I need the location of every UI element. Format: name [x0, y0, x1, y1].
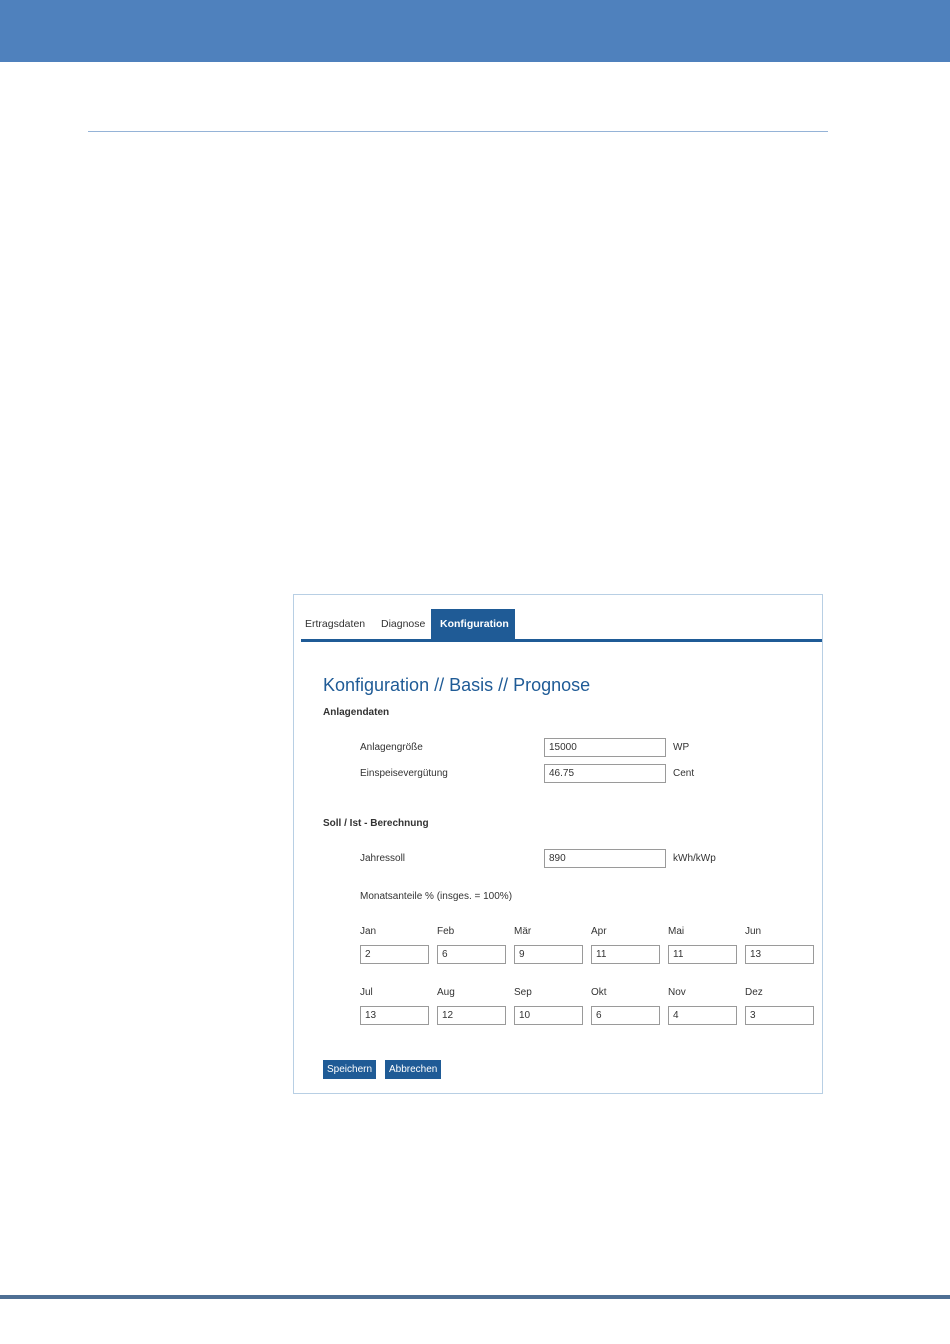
- jahressoll-unit: kWh/kWp: [673, 853, 716, 864]
- cancel-button[interactable]: Abbrechen: [385, 1060, 441, 1079]
- month-label-sep: Sep: [514, 987, 532, 998]
- anlagengroesse-unit: WP: [673, 742, 690, 753]
- einspeiseverguetung-input[interactable]: [544, 764, 666, 783]
- month-input-feb[interactable]: [437, 945, 506, 964]
- month-input-apr[interactable]: [591, 945, 660, 964]
- month-input-mai[interactable]: [668, 945, 737, 964]
- footer-rule: [0, 1295, 950, 1299]
- month-input-maer[interactable]: [514, 945, 583, 964]
- month-label-jan: Jan: [360, 926, 377, 937]
- month-input-jan[interactable]: [360, 945, 429, 964]
- anlagengroesse-label: Anlagengröße: [360, 742, 423, 753]
- configuration-screenshot-panel: [293, 594, 823, 1094]
- month-label-mai: Mai: [668, 926, 685, 937]
- month-label-nov: Nov: [668, 987, 686, 998]
- tab-ertragsdaten[interactable]: Ertragsdaten: [305, 618, 366, 630]
- anlagengroesse-input[interactable]: [544, 738, 666, 757]
- month-label-dez: Dez: [745, 987, 763, 998]
- month-label-aug: Aug: [437, 987, 455, 998]
- month-label-feb: Feb: [437, 926, 455, 937]
- month-input-nov[interactable]: [668, 1006, 737, 1025]
- tab-diagnose[interactable]: Diagnose: [381, 618, 426, 630]
- einspeiseverguetung-unit: Cent: [673, 768, 695, 779]
- section-anlagendaten-heading: Anlagendaten: [323, 707, 390, 718]
- month-label-jun: Jun: [745, 926, 762, 937]
- monatsanteile-label: Monatsanteile % (insges. = 100%): [360, 891, 513, 902]
- month-label-jul: Jul: [360, 987, 373, 998]
- jahressoll-input[interactable]: [544, 849, 666, 868]
- jahressoll-label: Jahressoll: [360, 853, 406, 864]
- month-label-maer: Mär: [514, 926, 532, 937]
- month-input-sep[interactable]: [514, 1006, 583, 1025]
- month-input-jul[interactable]: [360, 1006, 429, 1025]
- header-divider: [88, 131, 828, 132]
- month-label-apr: Apr: [591, 926, 607, 937]
- einspeiseverguetung-label: Einspeisevergütung: [360, 768, 448, 779]
- top-banner: [0, 0, 950, 62]
- page-title: Konfiguration // Basis // Prognose: [323, 675, 591, 695]
- section-berechnung-heading: Soll / Ist - Berechnung: [323, 818, 429, 829]
- month-input-jun[interactable]: [745, 945, 814, 964]
- save-button[interactable]: Speichern: [323, 1060, 376, 1079]
- tab-konfiguration[interactable]: Konfiguration: [431, 609, 515, 639]
- month-input-dez[interactable]: [745, 1006, 814, 1025]
- month-input-aug[interactable]: [437, 1006, 506, 1025]
- tab-bar: [301, 609, 822, 642]
- month-label-okt: Okt: [591, 987, 607, 998]
- month-input-okt[interactable]: [591, 1006, 660, 1025]
